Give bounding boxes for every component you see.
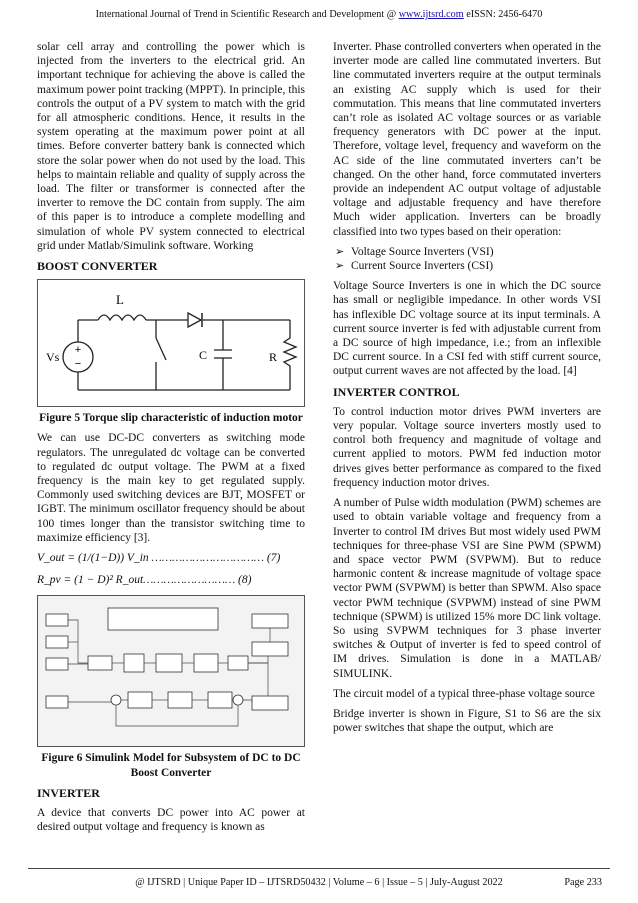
- section-heading-boost-converter: BOOST CONVERTER: [37, 259, 158, 274]
- block: [252, 614, 288, 628]
- svg-text:−: −: [74, 358, 82, 371]
- block: [46, 696, 68, 708]
- paragraph: We can use DC-DC converters as switching mode regulators. The unregulated dc voltage can be converted to regulated dc output voltage. The PWM at a fixed frequency is the main key to get regulated supply. Commonly used switching devices are BJT, MOSFET or IGBT. The minimum oscillator frequency should be about 100 times longer than the transistor switching time to maximize efficiency [3].: [37, 432, 305, 544]
- paragraph: To control induction motor drives PWM inverters are very popular. Voltage source inverters mostly used to control both frequency and magnitude of voltage and current applied to motors. PWM fed induction motor drives gives better performance as compared to the fixed frequency induction motor drives.: [333, 405, 601, 489]
- paragraph: The circuit model of a typical three-phase voltage source: [333, 687, 595, 700]
- block: [46, 636, 68, 648]
- paragraph: A device that converts DC power into AC power at desired output voltage and frequency is known as: [37, 807, 305, 834]
- sum-block: [233, 695, 243, 705]
- svg-text:+: +: [74, 344, 82, 357]
- block: [194, 654, 218, 672]
- right-column: [333, 40, 601, 741]
- figure-simulink-model: [37, 595, 305, 747]
- source-label: Vs: [46, 350, 60, 365]
- inductor-label: L: [116, 292, 124, 308]
- block: [46, 658, 68, 670]
- running-footer: [0, 877, 638, 888]
- equation-7: V_out = (1/(1−D)) V_in …………………………… (7): [37, 552, 281, 565]
- figure-6-caption: Figure 6 Simulink Model for Subsystem of DC to DC Boost Converter: [41, 752, 301, 779]
- block: [252, 696, 288, 710]
- inductor-symbol: [98, 315, 146, 320]
- figure-boost-converter-circuit: [37, 279, 305, 407]
- diode-symbol: [188, 313, 201, 327]
- page-number: Page 233: [564, 877, 602, 888]
- resistor-label: R: [269, 350, 278, 365]
- annotation-box: [108, 608, 218, 630]
- list-item: ➢ Voltage Source Inverters (VSI): [333, 245, 601, 259]
- list-item: ➢ Current Source Inverters (CSI): [333, 259, 601, 273]
- block: [46, 614, 68, 626]
- paragraph: A number of Pulse width modulation (PWM) schemes are used to obtain variable voltage and frequency from a Inverter to control IM drives But most widely used PWM techniques for three-phase VSI are Sine PWM (SPWM) and space vector PWM (SVPWM). But to reduce harmonic content & increase magnitude of voltage space vector PWM (SVPWM) is better than SPWM. Also space vector PWM technique (SVPWM) instead of sine PWM technique (SPWM) is utilized 15% more DC link voltage. So using SVPWM techniques for 3 phase inverter switches & Output of inverter is fed to speed control of IM drives. Simulation is done in a MATLAB/ SIMULINK.: [333, 497, 601, 680]
- footer-text: @ IJTSRD | Unique Paper ID – IJTSRD50432 | Volume – 6 | Issue – 5 | July-August 2022: [135, 877, 503, 888]
- left-column: [37, 40, 305, 841]
- block: [228, 656, 248, 670]
- block: [168, 692, 192, 708]
- inverter-types-list: [333, 245, 601, 273]
- capacitor-label: C: [199, 348, 208, 363]
- switch-symbol: [156, 338, 166, 360]
- footer-divider: [28, 868, 610, 869]
- paragraph: solar cell array and controlling the power which is injected from the inverters to the electrical grid. An important technique for achieving the above is called the maximum power point tracking (MPPT). In principle, this controls the output of a PV system to match with the grid for all atmospheric conditions. Hence, it results in the system operating at the maximum power point at all times. Before converter battery bank is connected which store the solar power when do not used by the load. This helps to maintain reliable and quality of supply across the load. The filter or transformer is connected after the inverter to remove the DC contain from supply. The aim of this paper is to introduce a complete modelling and simulation of whole PV system connected to electrical grid under Matlab/Simulink software. Working: [37, 41, 305, 252]
- sum-block: [111, 695, 121, 705]
- paragraph: Bridge inverter is shown in Figure, S1 to S6 are the six power switches that shape the output, which are: [333, 707, 601, 735]
- block: [124, 654, 144, 672]
- paragraph: Inverter. Phase controlled converters when operated in the inverter mode are called line commutated inverters. But line commutated inverters require at the output terminals an existing AC supply which is used for their commutation. This means that line commutated inverters can’t role as isolated AC voltage sources or as variable frequency generators with DC power at the input. Therefore, voltage level, frequency and waveform on the AC side of the line commutated inverters can’t be changed. On the other hand, force commutated inverters provide an independent AC output voltage of adjustable voltage and adjustable frequency and have therefore Much wider application. Inverters can be broadly classified into two types based on their operation:: [333, 41, 601, 238]
- block: [88, 656, 112, 670]
- journal-url-link[interactable]: www.ijtsrd.com: [398, 9, 464, 20]
- resistor-symbol: [284, 320, 296, 390]
- paragraph: Voltage Source Inverters is one in which the DC source has small or negligible impedance. In other words VSI has inflexible DC voltage source at its input terminals. A current source inverter is fed with adjustable current from a DC source of high impedance, i.e.; from an inflexible DC current source. In a CSI fed with stiff current source, output current waves are not affected by the load. [4]: [333, 280, 601, 378]
- block: [156, 654, 182, 672]
- issn: eISSN: 2456-6470: [463, 9, 543, 20]
- section-heading-inverter-control: INVERTER CONTROL: [333, 384, 460, 399]
- running-header: [0, 9, 638, 20]
- journal-name: International Journal of Trend in Scientific Research and Development @: [95, 9, 399, 20]
- section-heading-inverter: INVERTER: [37, 785, 100, 800]
- figure-5-caption: Figure 5 Torque slip characteristic of induction motor: [39, 412, 303, 425]
- block: [208, 692, 232, 708]
- block: [128, 692, 152, 708]
- block: [252, 642, 288, 656]
- equation-8: R_pv = (1 − D)² R_out……………………… (8): [37, 574, 252, 587]
